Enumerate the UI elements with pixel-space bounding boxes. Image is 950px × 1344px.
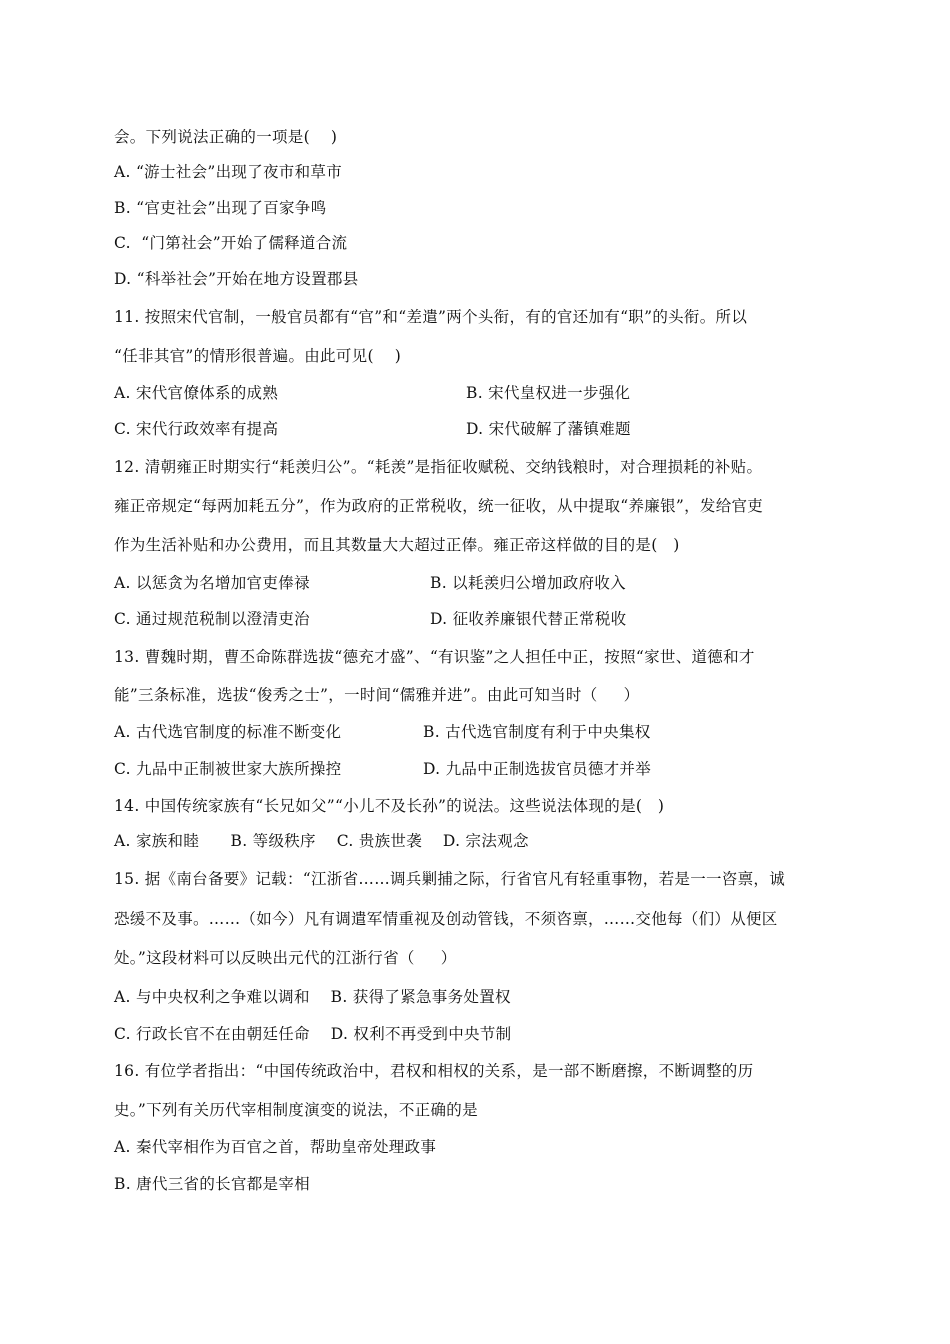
q11-option-c: C. 宋代行政效率有提高 — [114, 420, 279, 438]
q11-option-a: A. 宋代官僚体系的成熟 — [114, 384, 279, 402]
q11-option-d: D. 宋代破解了藩镇难题 — [466, 420, 631, 438]
question-12-stem-cont2: 作为生活补贴和办公费用，而且其数量大大超过正俸。雍正帝这样做的目的是( ) — [114, 536, 680, 554]
q16-option-b: B. 唐代三省的长官都是宰相 — [114, 1175, 310, 1193]
question-16-stem: 16. 有位学者指出：“中国传统政治中，君权和相权的关系，是一部不断磨擦，不断调整的历 — [114, 1062, 754, 1080]
question-10-stem-end: 会。下列说法正确的一项是( ) — [114, 128, 338, 146]
q10-option-b: B. “官吏社会”出现了百家争鸣 — [114, 199, 327, 217]
question-13-stem: 13. 曹魏时期，曹丕命陈群选拔“德充才盛”、“有识鉴”之人担任中正，按照“家世、道德和才 — [114, 648, 755, 666]
q10-option-d: D. “科举社会”开始在地方设置郡县 — [114, 270, 359, 288]
q12-option-c: C. 通过规范税制以澄清吏治 — [114, 610, 310, 628]
q12-option-d: D. 征收养廉银代替正常税收 — [430, 610, 627, 628]
question-16-stem-cont: 史。”下列有关历代宰相制度演变的说法，不正确的是 — [114, 1101, 478, 1119]
q12-option-b: B. 以耗羡归公增加政府收入 — [430, 574, 626, 592]
q14-options: A. 家族和睦 B. 等级秩序 C. 贵族世袭 D. 宗法观念 — [114, 832, 529, 850]
question-14-stem: 14. 中国传统家族有“长兄如父”“小儿不及长孙”的说法。这些说法体现的是( ) — [114, 797, 665, 815]
question-13-stem-cont: 能”三条标准，选拔“俊秀之士”，一时间“儒雅并进”。由此可知当时（ ） — [114, 686, 640, 704]
question-11-stem-cont: “任非其官”的情形很普遍。由此可见( ) — [114, 347, 402, 365]
question-15-stem: 15. 据《南台备要》记载：“江浙省……调兵剿捕之际，行省官凡有轻重事物，若是一一咨禀，诚 — [114, 870, 786, 888]
q10-option-c: C. “门第社会”开始了儒释道合流 — [114, 234, 348, 252]
q11-option-b: B. 宋代皇权进一步强化 — [466, 384, 631, 402]
q15-options-cd: C. 行政长官不在由朝廷任命 D. 权利不再受到中央节制 — [114, 1025, 512, 1043]
q13-option-b: B. 古代选官制度有利于中央集权 — [423, 723, 651, 741]
question-12-stem: 12. 清朝雍正时期实行“耗羡归公”。“耗羡”是指征收赋税、交纳钱粮时，对合理损耗的补贴。 — [114, 458, 763, 476]
q12-option-a: A. 以惩贪为名增加官吏俸禄 — [114, 574, 310, 592]
q10-option-a: A. “游士社会”出现了夜市和草市 — [114, 163, 342, 181]
q16-option-a: A. 秦代宰相作为百官之首，帮助皇帝处理政事 — [114, 1138, 437, 1156]
q13-option-d: D. 九品中正制选拔官员德才并举 — [423, 760, 652, 778]
q13-option-c: C. 九品中正制被世家大族所操控 — [114, 760, 342, 778]
q15-options-ab: A. 与中央权利之争难以调和 B. 获得了紧急事务处置权 — [114, 988, 511, 1006]
question-15-stem-cont: 恐缓不及事。……（如今）凡有调遣军情重视及创动管钱，不须咨禀，……交他每（们）从便区 — [114, 910, 778, 928]
question-12-stem-cont: 雍正帝规定“每两加耗五分”，作为政府的正常税收，统一征收，从中提取“养廉银”，发给官吏 — [114, 497, 764, 515]
q13-option-a: A. 古代选官制度的标准不断变化 — [114, 723, 342, 741]
question-11-stem: 11. 按照宋代官制，一般官员都有“官”和“差遣”两个头衔，有的官还加有“职”的头衔。所以 — [114, 308, 748, 326]
question-15-stem-cont2: 处。”这段材料可以反映出元代的江浙行省（ ） — [114, 949, 457, 967]
